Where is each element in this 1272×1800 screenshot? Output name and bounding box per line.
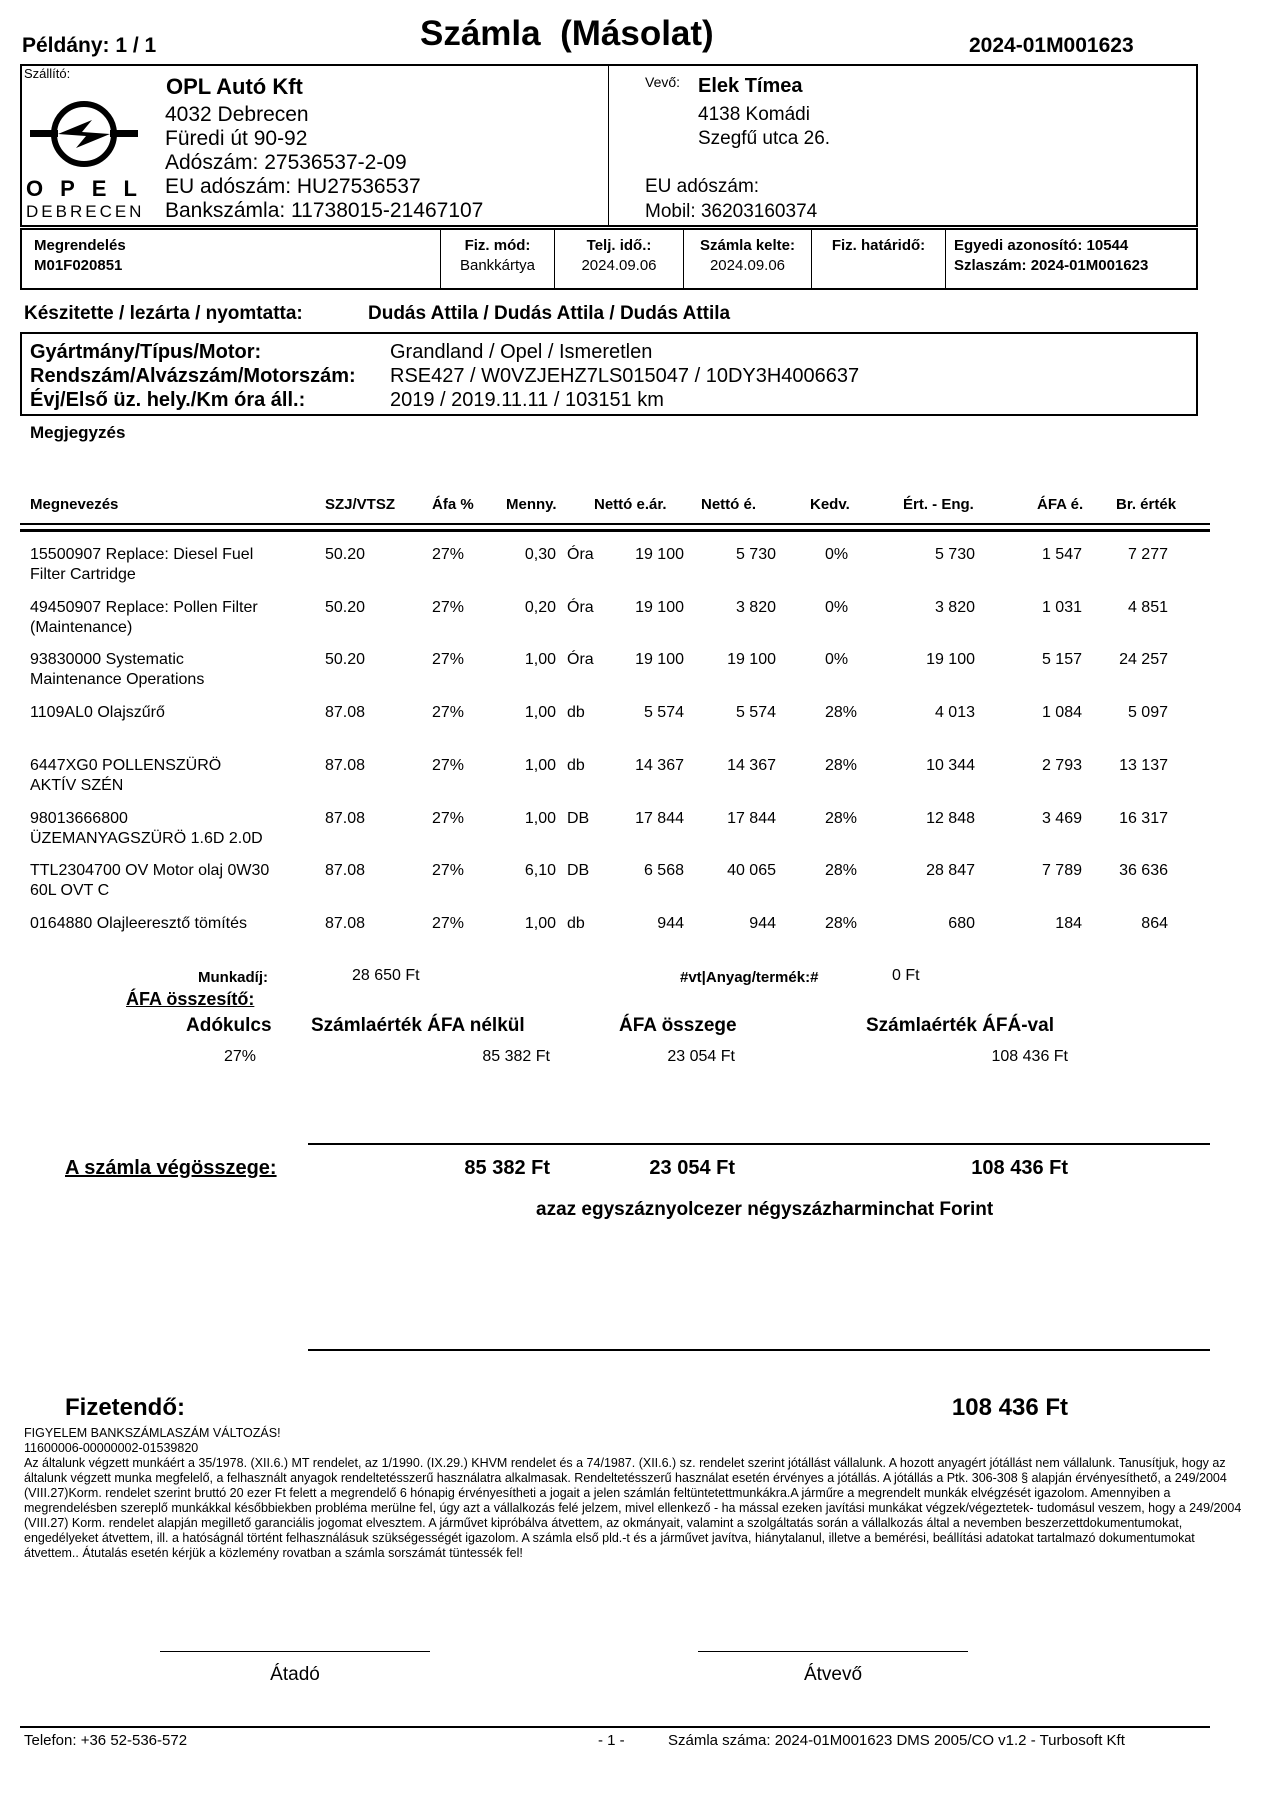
pay-mode-label: Fiz. mód: <box>464 237 531 254</box>
th-qty: Menny. <box>506 496 557 513</box>
cell-unit: Óra <box>567 598 594 616</box>
supplier-tax-id: Adószám: 27536537-2-09 <box>165 151 407 174</box>
cell-szj: 87.08 <box>325 914 366 932</box>
cell-name <box>30 809 320 849</box>
th-vat-amount: ÁFA é. <box>1037 496 1084 513</box>
payable-label: Fizetendő: <box>65 1394 185 1421</box>
summary-vat: 23 054 Ft <box>667 1048 735 1065</box>
invoice-title <box>420 14 714 54</box>
cell-szj: 87.08 <box>325 756 366 774</box>
totals-vat: 23 054 Ft <box>649 1157 735 1179</box>
cell-vat-amount: 1 547 <box>1041 546 1082 563</box>
footer-info: Számla száma: 2024-01M001623 DMS 2005/CO v1.2 - Turbosoft Kft <box>668 1732 1125 1749</box>
th-unit-price: Nettó e.ár. <box>594 496 667 513</box>
cell-net-after-discount: 10 344 <box>926 756 975 774</box>
cell-unit-price: 19 100 <box>635 546 684 563</box>
cell-unit: db <box>567 914 585 932</box>
th-vat-rate: Áfa % <box>432 496 474 513</box>
col-rate-label: Adókulcs <box>186 1015 272 1036</box>
cell-name-line1: 93830000 Systematic <box>30 651 184 669</box>
table-row <box>0 914 1272 958</box>
cell-vat-rate: 27% <box>432 862 465 880</box>
performance-date-value: 2024.09.06 <box>581 257 657 274</box>
vehicle-year-value: 2019 / 2019.11.11 / 103151 km <box>390 389 664 411</box>
cell-unit: Óra <box>567 546 594 563</box>
cell-name-line2: (Maintenance) <box>30 618 133 636</box>
signature-line-right <box>698 1651 968 1652</box>
cell-name-line1: 6447XG0 POLLENSZÜRÖ <box>30 756 222 774</box>
cell-vat-amount: 5 157 <box>1041 651 1082 669</box>
cell-discount: 0% <box>825 651 849 669</box>
totals-in-words: azaz egyszáznyolcezer négyszázharminchat Forint <box>536 1199 994 1220</box>
totals-rule-top <box>308 1143 1210 1145</box>
due-date-field <box>812 236 945 256</box>
cell-name-line1: 49450907 Replace: Pollen Filter <box>30 598 258 616</box>
cell-name-line1: 98013666800 <box>30 809 128 827</box>
cell-gross: 24 257 <box>1119 651 1168 669</box>
invoice-title-main: Számla <box>420 14 541 53</box>
cell-gross: 5 097 <box>1127 704 1168 722</box>
supplier-label: Szállító: <box>24 66 71 81</box>
buyer-eu-tax: EU adószám: <box>645 176 760 197</box>
prepared-label: Készitette / lezárta / nyomtatta: <box>24 303 303 324</box>
vehicle-make-value: Grandland / Opel / Ismeretlen <box>390 341 653 363</box>
labor-value: 28 650 Ft <box>352 967 420 984</box>
buyer-city: 4138 Komádi <box>698 104 810 125</box>
cell-qty: 1,00 <box>524 914 556 932</box>
pay-mode-field <box>441 236 554 276</box>
cell-name-line1: TTL2304700 OV Motor olaj 0W30 <box>30 862 270 880</box>
table-row <box>0 756 1272 800</box>
cell-qty: 6,10 <box>524 862 556 880</box>
cell-discount: 28% <box>825 756 858 774</box>
th-net: Nettó é. <box>701 496 757 513</box>
cell-net: 19 100 <box>727 651 776 669</box>
vat-summary-label: ÁFA összesítő: <box>126 989 255 1009</box>
table-row <box>0 598 1272 642</box>
order-field <box>34 236 126 276</box>
cell-name-line2: ÜZEMANYAGSZÜRÖ 1.6D 2.0D <box>30 829 263 847</box>
opel-blitz-icon <box>24 90 160 190</box>
cell-net: 5 730 <box>735 546 776 563</box>
cell-name-line2: Filter Cartridge <box>30 566 136 583</box>
cell-szj: 50.20 <box>325 651 366 669</box>
cell-szj: 50.20 <box>325 598 366 616</box>
cell-qty: 1,00 <box>524 651 556 669</box>
th-name: Megnevezés <box>30 496 119 513</box>
th-discount: Kedv. <box>810 496 850 513</box>
supplier-city: 4032 Debrecen <box>165 103 309 126</box>
cell-net-after-discount: 28 847 <box>926 862 975 880</box>
cell-gross: 13 137 <box>1119 756 1168 774</box>
cell-name-line1: 15500907 Replace: Diesel Fuel <box>30 546 254 563</box>
material-label: #vt|Anyag/termék:# <box>680 969 819 986</box>
cell-unit: db <box>567 756 585 774</box>
note-label: Megjegyzés <box>30 423 126 442</box>
cell-qty: 1,00 <box>524 756 556 774</box>
summary-net: 85 382 Ft <box>482 1048 550 1065</box>
supplier-name: OPL Autó Kft <box>166 74 303 99</box>
buyer-mobile: Mobil: 36203160374 <box>645 201 818 222</box>
cell-unit-price: 17 844 <box>635 809 684 827</box>
table-header-rule-2 <box>20 529 1210 532</box>
cell-name <box>30 914 320 934</box>
cell-qty: 0,30 <box>524 546 556 563</box>
order-value: M01F020851 <box>34 257 123 274</box>
cell-unit-price: 5 574 <box>643 704 684 722</box>
table-header-rule-1 <box>20 523 1210 525</box>
signature-left: Átadó <box>270 1664 320 1685</box>
vehicle-plate-value: RSE427 / W0VZJEHZ7LS015047 / 10DY3H4006637 <box>390 365 860 387</box>
cell-unit-price: 944 <box>657 914 684 932</box>
th-net-after-discount: Ért. - Eng. <box>903 496 974 513</box>
footer-phone: Telefon: +36 52-536-572 <box>24 1732 188 1749</box>
totals-gross: 108 436 Ft <box>971 1157 1068 1179</box>
cell-name-line2: AKTÍV SZÉN <box>30 776 124 794</box>
notice-body: Az általunk végzett munkáért a 35/1978. (XII.6.) MT rendelet, az 1/1990. (IX.29.) KHVM rendelet és a 74/1987. (XII.6.) sz. rendelet szerint jótállást vállalunk. A hozott anyagért jótállást nem vállalunk. Tanusítjuk, hogy az általunk végzett munka megfelelő, a felhasznált anyagok rendeltetésszerű használatra alkalmasak. Rendeltetésszerű használat esetén érvényes a jótállás. A jótállás a Ptk. 306-308 § alapján érvényesíthető, a 249/2004 (VIII.27)Korm. rendelet szerint bruttó 20 ezer Ft felett a megrendelő 6 hónapig érvényesítheti a jogait a jelen számlán feltüntetettmunkákra.A járműre a megrendelt munkák elvégzését igazolom. Amennyiben a megrendelésben szereplő munkákkal későbbiekben probléma merülne fel, úgy azt a vállalkozás felé jelzem, mivel ellenkező - ha mással ezeken javítási munkákat végzek/végeztetek- tudomásul veszem, hogy a 249/2004 (VIII.27) Korm. rendelet alapján megillető garanciális jogomat elvesztem. A járművet kipróbálva átvettem, az okmányait, valamint a szolgáltatás során a vállalkozás által a nevemben beszerzettdokumentumokat, engedélyeket átvettem, ill. a hatóságnál történt felhasználásuk szükségességét igazolom. A számla első pld.-t és a járművet javítva, hiánytalanul, illetve a bemérési, beállítási adatokat tartalmazó dokumentumokat átvettem.. Átutalás esetén kérjük a közlemény rovatban a számla sorszámát tüntessék fel! <box>24 1456 1242 1560</box>
invoice-number: 2024-01M001623 <box>969 34 1134 57</box>
performance-date-label: Telj. idő.: <box>586 237 652 254</box>
col-net-label: Számlaérték ÁFA nélkül <box>311 1015 525 1036</box>
logo-sub: DEBRECEN <box>26 202 145 221</box>
buyer-label: Vevő: <box>645 74 681 90</box>
cell-name <box>30 650 320 690</box>
vehicle-plate-label: Rendszám/Alvázszám/Motorszám: <box>30 365 356 387</box>
cell-szj: 87.08 <box>325 862 366 880</box>
issue-date-value: 2024.09.06 <box>709 257 786 274</box>
cell-unit: DB <box>567 809 590 827</box>
cell-discount: 28% <box>825 914 858 932</box>
cell-vat-amount: 1 084 <box>1041 704 1082 722</box>
cell-vat-amount: 7 789 <box>1041 862 1082 880</box>
invoice-reference: Szlaszám: 2024-01M001623 <box>954 257 1149 274</box>
due-date-label: Fiz. határidő: <box>831 237 926 254</box>
vehicle-year-label: Évj/Első üz. hely./Km óra áll.: <box>30 389 306 411</box>
cell-name-line1: 0164880 Olajleeresztő tömítés <box>30 914 248 932</box>
parties-divider <box>608 64 609 227</box>
supplier-address <box>165 103 483 223</box>
cell-vat-rate: 27% <box>432 704 465 722</box>
table-row <box>0 545 1272 589</box>
cell-szj: 87.08 <box>325 809 366 827</box>
notice-line1: FIGYELEM BANKSZÁMLASZÁM VÁLTOZÁS! <box>24 1426 281 1440</box>
logo-text: OPEL <box>26 176 154 201</box>
supplier-street: Füredi út 90-92 <box>165 127 308 150</box>
cell-vat-rate: 27% <box>432 914 465 932</box>
cell-discount: 28% <box>825 862 858 880</box>
col-gross-label: Számlaérték ÁFÁ-val <box>866 1015 1054 1036</box>
cell-net: 14 367 <box>727 756 776 774</box>
cell-gross: 4 851 <box>1127 598 1168 616</box>
cell-net: 944 <box>749 914 776 932</box>
cell-qty: 1,00 <box>524 704 556 722</box>
cell-szj: 87.08 <box>325 704 366 722</box>
cell-vat-rate: 27% <box>432 546 465 563</box>
cell-vat-amount: 184 <box>1055 914 1082 932</box>
cell-net-after-discount: 3 820 <box>934 598 975 616</box>
footer-page: - 1 - <box>598 1732 625 1749</box>
notice-block <box>24 1426 1250 1561</box>
cell-discount: 0% <box>825 546 849 563</box>
cell-name <box>30 598 320 638</box>
cell-name <box>30 545 320 585</box>
issue-date-field <box>684 236 811 276</box>
summary-gross: 108 436 Ft <box>991 1048 1068 1065</box>
totals-net: 85 382 Ft <box>464 1157 550 1179</box>
cell-name <box>30 756 320 796</box>
cell-vat-rate: 27% <box>432 651 465 669</box>
cell-discount: 28% <box>825 809 858 827</box>
footer-rule <box>20 1726 1210 1728</box>
cell-discount: 28% <box>825 704 858 722</box>
cell-unit-price: 19 100 <box>635 598 684 616</box>
supplier-eu-tax: EU adószám: HU27536537 <box>165 175 421 198</box>
cell-vat-rate: 27% <box>432 756 465 774</box>
cell-name <box>30 703 320 723</box>
notice-line2: 11600006-00000002-01539820 <box>24 1441 199 1455</box>
order-label: Megrendelés <box>34 237 126 254</box>
col-vat-label: ÁFA összege <box>619 1015 737 1036</box>
cell-net: 40 065 <box>727 862 776 880</box>
summary-rate: 27% <box>224 1048 257 1065</box>
cell-net: 3 820 <box>735 598 776 616</box>
totals-rule-bottom <box>308 1349 1210 1351</box>
cell-vat-amount: 2 793 <box>1041 756 1082 774</box>
cell-vat-rate: 27% <box>432 598 465 616</box>
cell-name-line2: 60L OVT C <box>30 882 110 900</box>
cell-discount: 0% <box>825 598 849 616</box>
prepared-value: Dudás Attila / Dudás Attila / Dudás Attila <box>368 303 731 324</box>
cell-unit: DB <box>567 862 590 880</box>
material-value: 0 Ft <box>892 967 920 984</box>
cell-net-after-discount: 12 848 <box>926 809 975 827</box>
issue-date-label: Számla kelte: <box>699 237 796 254</box>
supplier-bank: Bankszámla: 11738015-21467107 <box>165 199 484 222</box>
cell-unit-price: 6 568 <box>643 862 684 880</box>
reference-field <box>954 236 1148 276</box>
cell-gross: 7 277 <box>1127 546 1168 563</box>
signature-line-left <box>160 1651 430 1652</box>
cell-net-after-discount: 5 730 <box>934 546 975 563</box>
table-row <box>0 861 1272 905</box>
th-gross: Br. érték <box>1116 496 1177 513</box>
pay-mode-value: Bankkártya <box>459 257 536 274</box>
cell-net-after-discount: 19 100 <box>926 651 975 669</box>
cell-unit: db <box>567 704 585 722</box>
cell-unit: Óra <box>567 651 594 669</box>
cell-szj: 50.20 <box>325 546 366 563</box>
cell-qty: 0,20 <box>524 598 556 616</box>
totals-label: A számla végösszege: <box>65 1157 277 1179</box>
payable-value: 108 436 Ft <box>951 1394 1068 1421</box>
vehicle-make-label: Gyártmány/Típus/Motor: <box>30 341 262 363</box>
cell-name-line1: 1109AL0 Olajszűrő <box>30 704 165 722</box>
cell-net: 5 574 <box>735 704 776 722</box>
table-row <box>0 809 1272 853</box>
cell-vat-amount: 1 031 <box>1041 598 1082 616</box>
cell-unit-price: 19 100 <box>635 651 684 669</box>
cell-vat-rate: 27% <box>432 809 465 827</box>
vehicle-labels <box>30 340 356 412</box>
invoice-title-suffix: (Másolat) <box>560 14 714 53</box>
cell-gross: 36 636 <box>1119 862 1168 880</box>
cell-net-after-discount: 680 <box>948 914 975 932</box>
meta-divider-5 <box>945 228 946 290</box>
th-szj: SZJ/VTSZ <box>325 496 396 513</box>
cell-qty: 1,00 <box>524 809 556 827</box>
cell-net: 17 844 <box>727 809 776 827</box>
labor-label: Munkadíj: <box>198 969 268 986</box>
cell-unit-price: 14 367 <box>635 756 684 774</box>
cell-name <box>30 861 320 901</box>
vehicle-values <box>390 340 859 412</box>
table-row <box>0 703 1272 747</box>
unique-id: Egyedi azonosító: 10544 <box>954 237 1129 254</box>
opel-logo <box>24 90 160 224</box>
cell-name-line2: Maintenance Operations <box>30 671 205 689</box>
copy-label: Példány: 1 / 1 <box>22 34 157 57</box>
cell-net-after-discount: 4 013 <box>934 704 975 722</box>
buyer-street: Szegfű utca 26. <box>698 128 831 149</box>
buyer-name: Elek Tímea <box>698 75 803 97</box>
cell-gross: 16 317 <box>1119 809 1168 827</box>
buyer-address <box>698 103 830 151</box>
signature-right: Átvevő <box>803 1664 863 1685</box>
performance-date-field <box>555 236 683 276</box>
cell-gross: 864 <box>1141 914 1168 932</box>
cell-vat-amount: 3 469 <box>1041 809 1082 827</box>
table-row <box>0 650 1272 694</box>
